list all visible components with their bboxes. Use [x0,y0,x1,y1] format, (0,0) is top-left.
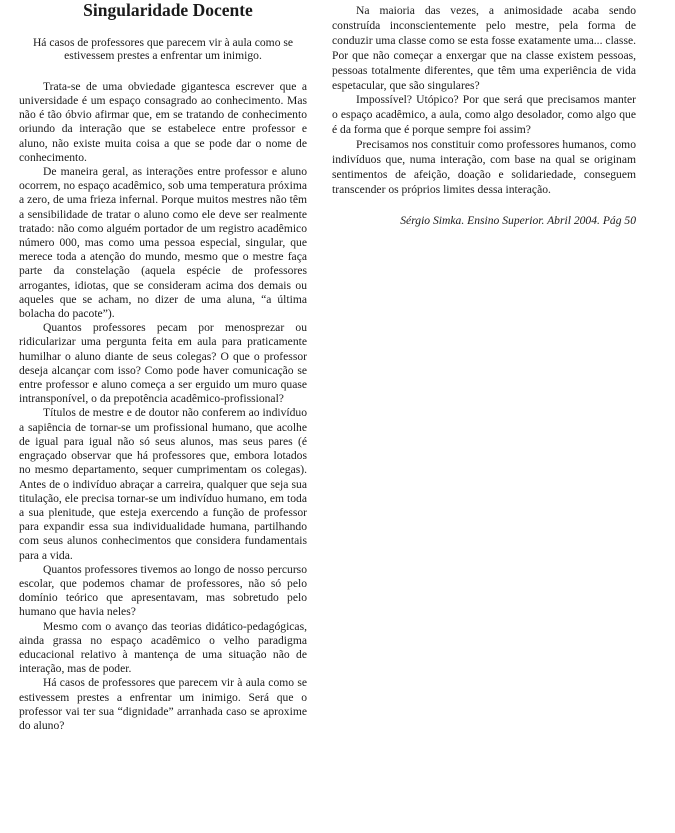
paragraph: Títulos de mestre e de doutor não conferem ao indivíduo a sapiência de tornar-se um profissional humano, que acolhe de igual para igual não só seus alunos, mas seus pares (é engraçado observar que há professores que, embora lotados no mesmo departamento, sequer cumprimentam os colegas). Antes de o indivíduo abraçar a carreira, qualquer que seja sua titulação, ele precisa tornar-se um indivíduo humano, em toda a sua plenitude, que esteja exercendo a função de professor para expandir essa sua individualidade humana, partilhando com seus alunos conhecimentos que considera fundamentais para a vida. [19,406,307,562]
article-title: Singularidade Docente [83,0,253,20]
paragraph: Há casos de professores que parecem vir à aula como se estivessem prestes a enfrentar um inimigo. Será que o professor vai ter sua “dignidade” arranhada caso se aproxime do aluno? [19,676,307,732]
right-column-body [332,4,636,198]
paragraph: Quantos professores tivemos ao longo de nosso percurso escolar, que podemos chamar de professores, não só pelo domínio teórico que apresentavam, mas sobretudo pelo humano que havia neles? [19,562,307,619]
paragraph: Precisamos nos constituir como professores humanos, como indivíduos que, numa interação, com base na qual se originam sentimentos de afeição, doação e solidariedade, conseguem transcender os próprios limites dessa interação. [332,138,636,196]
article-lead: Há casos de professores que parecem vir à aula como se estivessem prestes a enfrentar um inimigo. [32,36,294,63]
paragraph: Trata-se de uma obviedade gigantesca escrever que a universidade é um espaço consagrado ao conhecimento. Mas não é tão óbvio afirmar que, em se tratando de conhecimento oriundo da interação que se estabelece entre professor e aluno, não existe muita coisa a que se pode dar o nome de conhecimento. [19,79,307,164]
paragraph: Mesmo com o avanço das teorias didático-pedagógicas, ainda grassa no espaço acadêmico o velho paradigma educacional relativo à mantença de uma situação não de interação, mas de poder. [19,619,307,676]
paragraph: De maneira geral, as interações entre professor e aluno ocorrem, no espaço acadêmico, sob uma temperatura próxima a zero, de uma frieza infernal. Porque muitos mestres não têm a sensibilidade de tratar o aluno como ele deve ser realmente tratado: não como alguém portador de um registro acadêmico número 000, mas como uma pessoa especial, singular, que merece toda a atenção do mundo, mesmo que o mestre faça parte da constelação (aquela espécie de professores arrogantes, idiotas, que se consideram acima dos demais ou aqueles que se acham, no dizer de uma aluna, “a última bolacha do pacote”). [19,165,307,321]
paragraph: Na maioria das vezes, a animosidade acaba sendo construída inconscientemente pelo mestre, pela forma de conduzir uma classe como se esta fosse exatamente uma... classe. Por que não começar a enxergar que na classe existem pessoas, pessoas totalmente diferentes, que têm uma experiência de vida espetacular, que são singulares? [332,4,636,92]
right-column [332,0,636,228]
left-column-body [19,80,307,733]
paragraph: Impossível? Utópico? Por que será que precisamos manter o espaço acadêmico, a aula, como algo desolador, como algo que é da forma que é porque sempre foi assim? [332,93,636,137]
article-source: Sérgio Simka. Ensino Superior. Abril 2004. Pág 50 [400,213,636,227]
paragraph: Quantos professores pecam por menosprezar ou ridicularizar uma pergunta feita em aula para praticamente humilhar o aluno diante de seus colegas? O que o professor deseja alcançar com isso? Como pode haver comunicação se entre professor e aluno começa a ser erguido um muro quase intransponível, o da prepotência acadêmico-profissional? [19,321,307,406]
left-column [19,0,307,733]
